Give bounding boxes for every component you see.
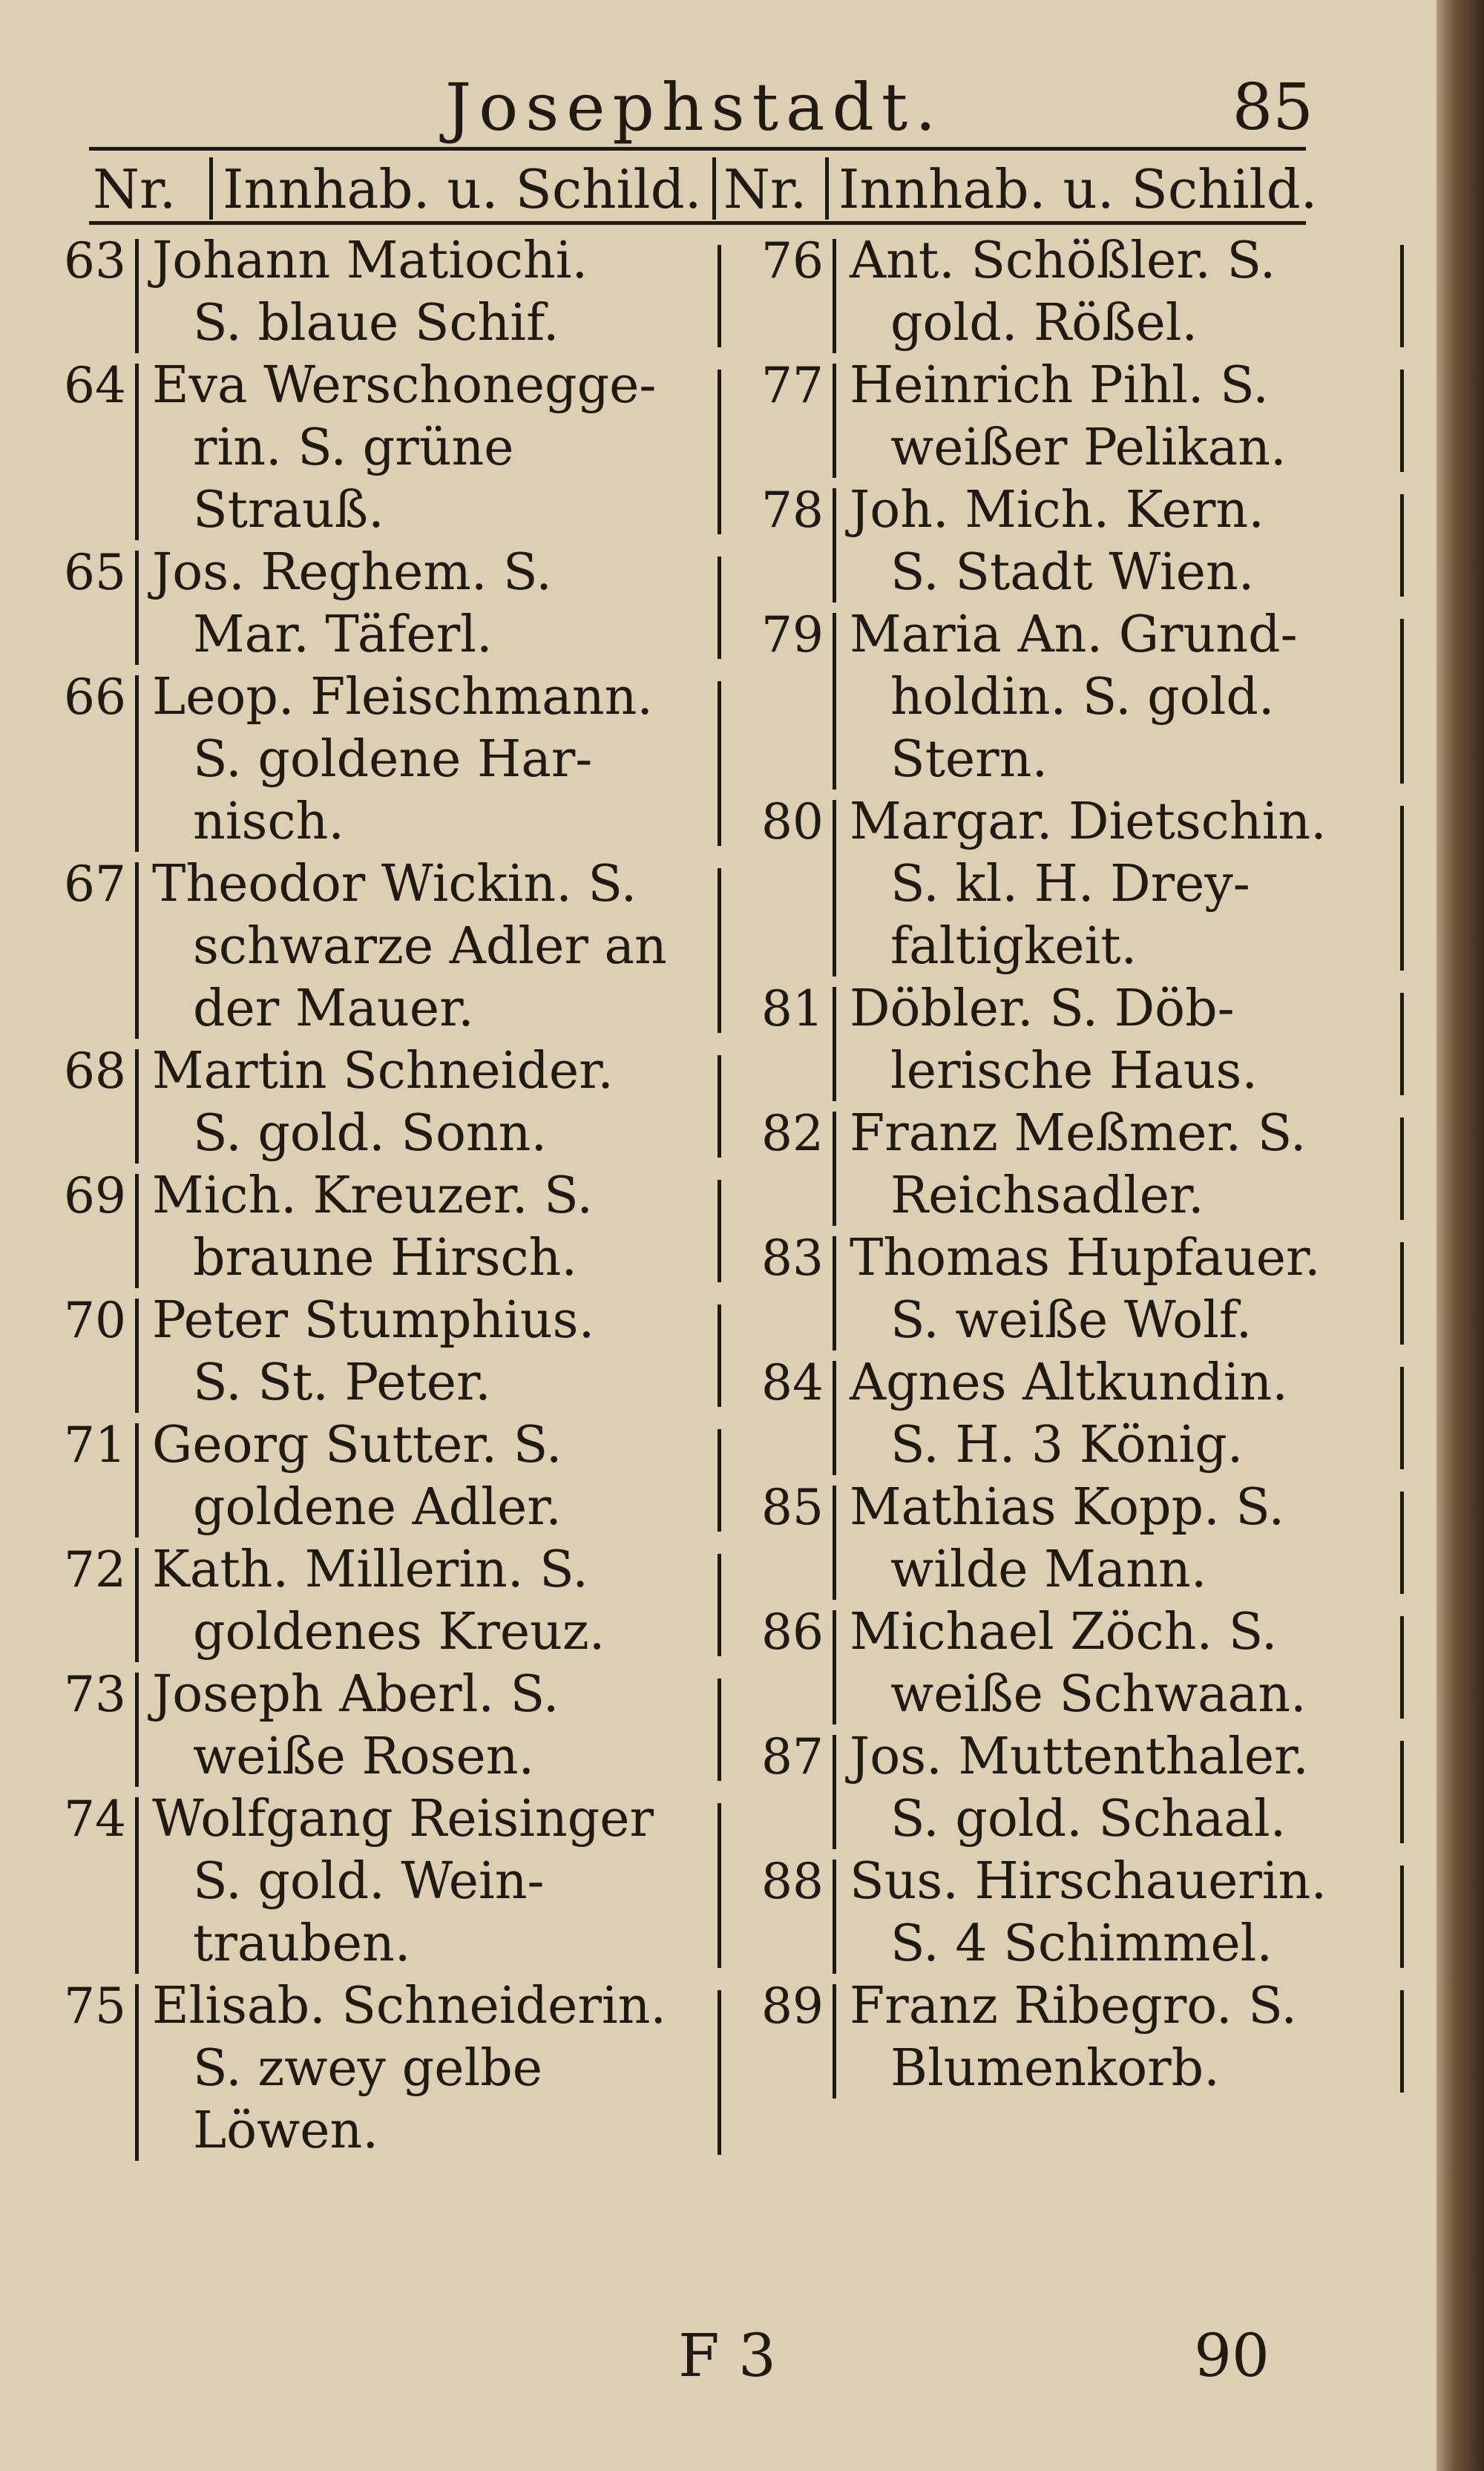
column-divider xyxy=(718,1803,721,1968)
owner-name: Georg Sutter. S. xyxy=(152,1416,562,1474)
sign-text: S. 4 Schimmel. xyxy=(890,1914,1273,1973)
column-divider xyxy=(1400,494,1404,597)
entry-divider xyxy=(135,1423,139,1538)
entry-divider xyxy=(135,364,139,540)
house-number: 64 xyxy=(64,357,126,414)
owner-name: Wolfgang Reisinger xyxy=(152,1790,654,1848)
house-number: 68 xyxy=(64,1043,126,1100)
house-number: 65 xyxy=(64,544,126,601)
column-divider xyxy=(718,1990,721,2155)
sign-text: rin. S. grüne xyxy=(193,419,514,477)
sign-text: trauben. xyxy=(193,1914,411,1973)
directory-entry xyxy=(45,853,727,1040)
entry-divider xyxy=(135,1984,139,2161)
sign-text: Löwen. xyxy=(193,2101,378,2160)
column-divider xyxy=(718,681,721,846)
entry-divider xyxy=(833,1361,836,1475)
house-number: 78 xyxy=(761,482,824,539)
right-owner-header: Innhab. u. Schild. xyxy=(838,158,1318,220)
owner-name: Mathias Kopp. S. xyxy=(850,1478,1285,1537)
directory-entry xyxy=(45,1165,727,1290)
house-number: 69 xyxy=(64,1167,126,1224)
sign-text: S. gold. Wein- xyxy=(193,1852,545,1911)
sign-text: nisch. xyxy=(193,793,344,851)
owner-name: Johann Matiochi. xyxy=(152,232,588,290)
owner-name: Döbler. S. Döb- xyxy=(850,979,1235,1038)
sign-text: Blumenkorb. xyxy=(890,2039,1220,2098)
directory-entry xyxy=(45,230,727,355)
column-divider xyxy=(1400,1242,1404,1345)
entry-divider xyxy=(135,675,139,852)
column-divider xyxy=(1400,1741,1404,1843)
owner-name: Kath. Millerin. S. xyxy=(152,1540,588,1599)
directory-entry xyxy=(45,1414,727,1539)
entry-divider xyxy=(833,613,836,790)
column-divider xyxy=(718,1678,721,1781)
house-number: 89 xyxy=(761,1978,824,2035)
house-number: 85 xyxy=(761,1479,824,1536)
owner-name: Eva Werschonegge- xyxy=(152,356,657,415)
sign-text: wilde Mann. xyxy=(890,1540,1207,1599)
entry-divider xyxy=(833,800,836,977)
directory-entry xyxy=(45,542,727,666)
house-number: 87 xyxy=(761,1728,824,1785)
sign-text: S. gold. Sonn. xyxy=(193,1104,548,1163)
entry-divider xyxy=(833,1486,836,1600)
sign-text: S. zwey gelbe xyxy=(193,2039,542,2098)
house-number: 76 xyxy=(761,232,824,289)
column-divider xyxy=(1400,1367,1404,1469)
sign-text: S. weiße Wolf. xyxy=(890,1291,1252,1350)
house-number: 82 xyxy=(761,1105,824,1162)
column-divider xyxy=(718,1055,721,1158)
left-owner-header: Innhab. u. Schild. xyxy=(223,158,702,220)
sign-text: holdin. S. gold. xyxy=(890,668,1275,726)
entry-divider xyxy=(833,1112,836,1226)
house-number: 71 xyxy=(64,1417,126,1474)
directory-entry xyxy=(742,1352,1410,1477)
directory-entry xyxy=(742,1601,1410,1726)
entry-divider xyxy=(135,1049,139,1164)
directory-entry xyxy=(742,1103,1410,1227)
owner-name: Peter Stumphius. xyxy=(152,1291,595,1350)
sign-text: S. goldene Har- xyxy=(193,730,593,789)
owner-name: Elisab. Schneiderin. xyxy=(152,1977,667,2035)
owner-name: Michael Zöch. S. xyxy=(850,1603,1278,1661)
directory-entry xyxy=(45,1539,727,1664)
house-number: 88 xyxy=(761,1853,824,1910)
sign-text: S. St. Peter. xyxy=(193,1353,491,1412)
column-header-divider xyxy=(825,157,829,220)
page-title: Josephstadt. xyxy=(445,69,944,145)
directory-entry xyxy=(45,1040,727,1165)
owner-name: Franz Meßmer. S. xyxy=(850,1104,1307,1163)
owner-name: Agnes Altkundin. xyxy=(850,1353,1288,1412)
sign-text: goldenes Kreuz. xyxy=(193,1603,605,1661)
entry-divider xyxy=(833,987,836,1101)
sign-text: braune Hirsch. xyxy=(193,1229,577,1287)
sign-text: S. gold. Schaal. xyxy=(890,1790,1287,1848)
directory-entry xyxy=(742,355,1410,479)
sign-text: lerische Haus. xyxy=(890,1042,1258,1100)
entry-divider xyxy=(833,1610,836,1725)
directory-entry xyxy=(742,1227,1410,1352)
sign-text: weißer Pelikan. xyxy=(890,419,1287,477)
sign-text: S. H. 3 König. xyxy=(890,1416,1244,1474)
sign-text: S. Stadt Wien. xyxy=(890,543,1255,602)
directory-entry xyxy=(45,1664,727,1788)
house-number: 70 xyxy=(64,1292,126,1349)
owner-name: Theodor Wickin. S. xyxy=(152,855,637,913)
owner-name: Thomas Hupfauer. xyxy=(850,1229,1321,1287)
directory-entry xyxy=(742,1975,1410,2100)
owner-name: Joh. Mich. Kern. xyxy=(850,481,1264,539)
column-divider xyxy=(1400,1865,1404,1968)
sign-text: S. kl. H. Drey- xyxy=(890,855,1250,913)
owner-name: Martin Schneider. xyxy=(152,1042,614,1100)
entry-divider xyxy=(833,239,836,353)
entry-divider xyxy=(833,364,836,478)
entry-divider xyxy=(833,488,836,603)
column-divider xyxy=(718,245,721,347)
owner-name: Jos. Reghem. S. xyxy=(152,543,552,602)
house-number: 67 xyxy=(64,856,126,913)
left-nr-header: Nr. xyxy=(93,158,177,220)
column-divider xyxy=(718,1305,721,1407)
header-rule xyxy=(89,147,1306,151)
sign-text: Reichsadler. xyxy=(890,1166,1204,1225)
owner-name: Margar. Dietschin. xyxy=(850,793,1327,851)
column-divider xyxy=(718,557,721,659)
sign-text: Strauß. xyxy=(193,481,384,539)
catchword: 90 xyxy=(1194,2321,1270,2390)
sign-text: der Mauer. xyxy=(193,979,474,1038)
signature-mark: F 3 xyxy=(678,2321,776,2390)
directory-entry xyxy=(742,1851,1410,1975)
owner-name: Joseph Aberl. S. xyxy=(152,1665,559,1724)
house-number: 80 xyxy=(761,793,824,850)
sign-text: gold. Rößel. xyxy=(890,294,1198,352)
owner-name: Mich. Kreuzer. S. xyxy=(152,1166,593,1225)
owner-name: Heinrich Pihl. S. xyxy=(850,356,1269,415)
directory-entry xyxy=(742,479,1410,604)
directory-entry xyxy=(45,666,727,853)
directory-entry xyxy=(45,355,727,542)
directory-entry xyxy=(742,230,1410,355)
column-header-rule xyxy=(89,221,1306,225)
entry-divider xyxy=(833,1236,836,1351)
sign-text: faltigkeit. xyxy=(890,917,1137,976)
column-divider xyxy=(1400,1616,1404,1719)
entry-divider xyxy=(135,239,139,353)
column-divider xyxy=(718,1429,721,1532)
house-number: 63 xyxy=(64,232,126,289)
directory-entry xyxy=(742,1477,1410,1601)
house-number: 73 xyxy=(64,1666,126,1723)
sign-text: weiße Rosen. xyxy=(193,1727,535,1786)
right-nr-header: Nr. xyxy=(723,158,807,220)
column-divider xyxy=(718,370,721,534)
directory-entry xyxy=(45,1975,727,2162)
column-divider xyxy=(718,868,721,1033)
house-number: 77 xyxy=(761,357,824,414)
entry-divider xyxy=(833,1984,836,2098)
owner-name: Jos. Muttenthaler. xyxy=(850,1727,1309,1786)
column-divider xyxy=(1400,370,1404,472)
house-number: 86 xyxy=(761,1604,824,1661)
sign-text: Mar. Täferl. xyxy=(193,606,493,664)
column-divider xyxy=(1400,806,1404,971)
house-number: 84 xyxy=(761,1354,824,1411)
directory-entry xyxy=(742,604,1410,791)
entry-divider xyxy=(833,1735,836,1849)
directory-entry xyxy=(45,1788,727,1975)
owner-name: Leop. Fleischmann. xyxy=(152,668,654,726)
entry-divider xyxy=(135,1548,139,1662)
column-header-divider xyxy=(712,157,716,220)
sign-text: weiße Schwaan. xyxy=(890,1665,1307,1724)
book-edge xyxy=(1437,0,1484,2471)
owner-name: Maria An. Grund- xyxy=(850,606,1298,664)
house-number: 79 xyxy=(761,606,824,663)
entry-divider xyxy=(135,1299,139,1413)
house-number: 72 xyxy=(64,1541,126,1598)
column-divider xyxy=(1400,1492,1404,1594)
sign-text: Stern. xyxy=(890,730,1048,789)
sign-text: goldene Adler. xyxy=(193,1478,562,1537)
directory-entry xyxy=(742,791,1410,978)
column-divider xyxy=(1400,1118,1404,1220)
entry-divider xyxy=(135,862,139,1039)
column-divider xyxy=(718,1180,721,1282)
left-column xyxy=(45,230,727,2162)
column-divider xyxy=(1400,993,1404,1095)
house-number: 66 xyxy=(64,669,126,726)
directory-entry xyxy=(45,1290,727,1414)
owner-name: Sus. Hirschauerin. xyxy=(850,1852,1327,1911)
entry-divider xyxy=(135,1174,139,1288)
column-divider xyxy=(1400,245,1404,347)
house-number: 74 xyxy=(64,1791,126,1848)
column-divider xyxy=(1400,1990,1404,2093)
column-header-divider xyxy=(209,157,213,220)
entry-divider xyxy=(135,551,139,665)
column-divider xyxy=(718,1554,721,1656)
running-header xyxy=(0,67,1444,148)
house-number: 81 xyxy=(761,980,824,1037)
sign-text: S. blaue Schif. xyxy=(193,294,559,352)
house-number: 75 xyxy=(64,1978,126,2035)
column-divider xyxy=(1400,619,1404,784)
entry-divider xyxy=(833,1860,836,1974)
entry-divider xyxy=(135,1797,139,1974)
directory-entry xyxy=(742,1726,1410,1851)
directory-entry xyxy=(742,978,1410,1103)
right-column xyxy=(742,230,1410,2100)
entry-divider xyxy=(135,1673,139,1787)
page-number: 85 xyxy=(1232,70,1313,145)
owner-name: Franz Ribegro. S. xyxy=(850,1977,1297,2035)
owner-name: Ant. Schößler. S. xyxy=(850,232,1276,290)
sign-text: schwarze Adler an xyxy=(193,917,667,976)
house-number: 83 xyxy=(761,1230,824,1287)
